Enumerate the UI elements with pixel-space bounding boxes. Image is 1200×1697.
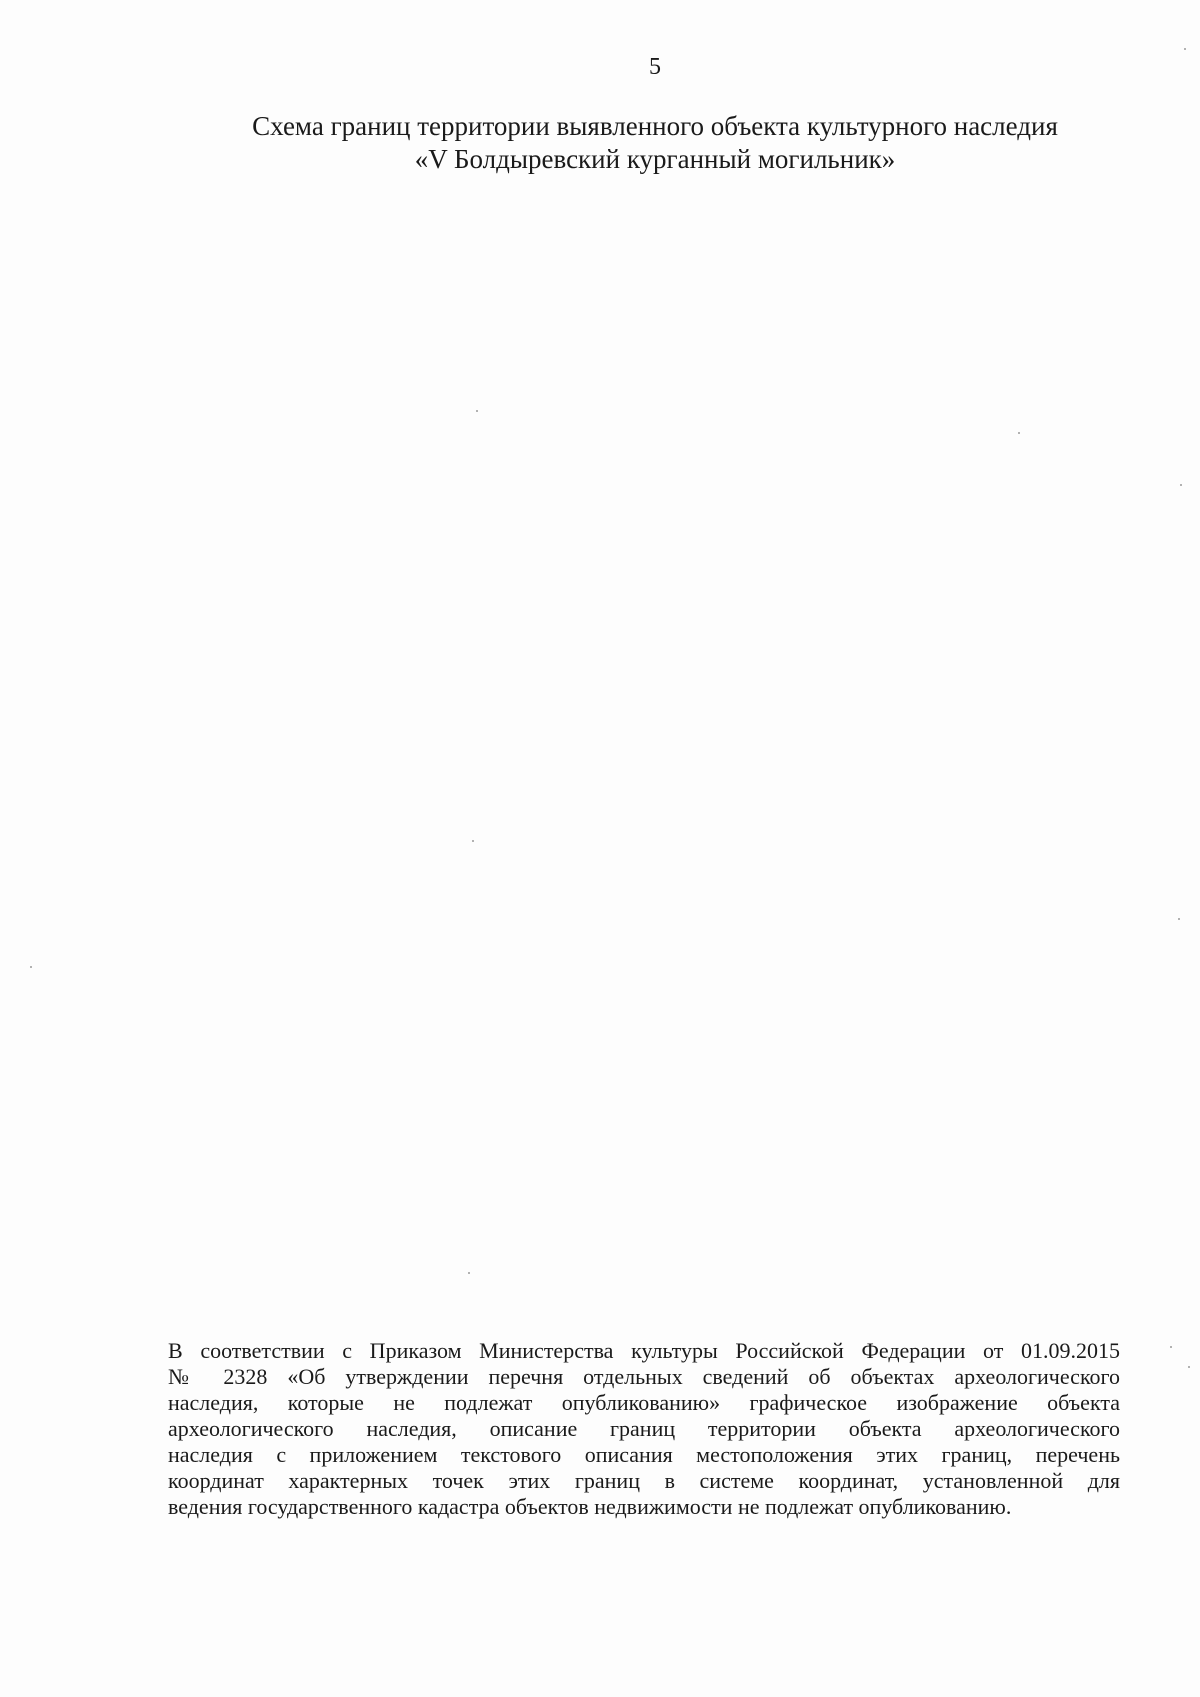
title-line-1: Схема границ территории выявленного объекта культурного наследия	[252, 111, 1058, 141]
scan-speck	[1018, 432, 1020, 434]
scan-speck	[1184, 48, 1186, 50]
notice-line: координат характерных точек этих границ в системе координат, установленной для	[168, 1468, 1120, 1493]
notice-line: № 2328 «Об утверждении перечня отдельных сведений об объектах археологического	[168, 1364, 1120, 1389]
notice-line: наследия, которые не подлежат опубликованию» графическое изображение объекта	[168, 1390, 1120, 1415]
scan-speck	[1178, 918, 1180, 920]
scan-speck	[1170, 1346, 1172, 1348]
notice-line: В соответствии с Приказом Министерства культуры Российской Федерации от 01.09.2015	[168, 1338, 1120, 1363]
scan-speck	[1188, 1366, 1190, 1368]
notice-line: ведения государственного кадастра объектов недвижимости не подлежат опубликованию.	[168, 1494, 1012, 1519]
scan-speck	[472, 840, 474, 842]
legal-notice-paragraph	[168, 1338, 1120, 1520]
title-line-2: «V Болдыревский курганный могильник»	[414, 144, 896, 174]
notice-line: археологического наследия, описание границ территории объекта археологического	[168, 1416, 1120, 1441]
scan-speck	[468, 1272, 470, 1274]
page-number: 5	[649, 54, 661, 80]
scan-speck	[476, 410, 478, 412]
scan-speck	[30, 966, 32, 968]
scan-speck	[1180, 484, 1182, 486]
page-title	[160, 110, 1150, 176]
notice-line: наследия с приложением текстового описания местоположения этих границ, перечень	[168, 1442, 1120, 1467]
